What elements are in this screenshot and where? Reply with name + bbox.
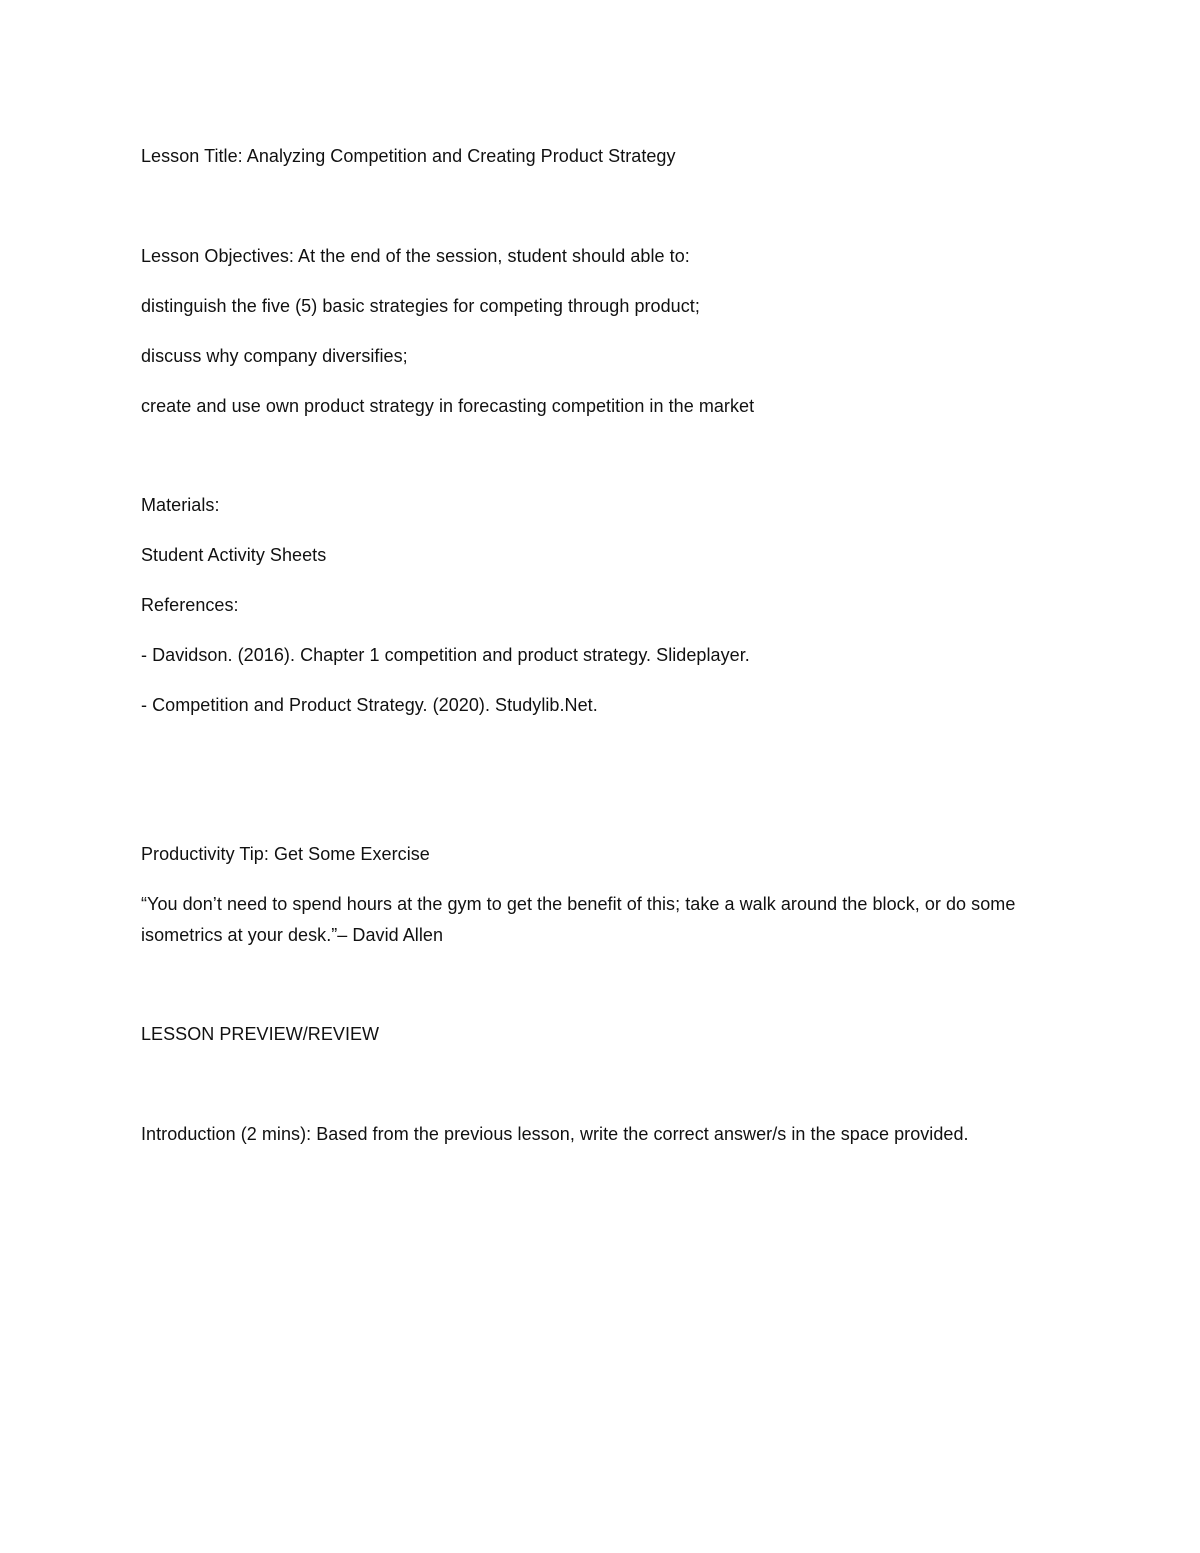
materials-value: Student Activity Sheets xyxy=(141,545,327,565)
reference-item: - Competition and Product Strategy. (2020). Studylib.Net. xyxy=(141,695,598,715)
materials-heading: Materials: xyxy=(141,495,220,515)
objective-item: discuss why company diversifies; xyxy=(141,346,408,366)
references-heading: References: xyxy=(141,595,239,615)
productivity-tip-heading: Productivity Tip: Get Some Exercise xyxy=(141,844,430,864)
section-heading: LESSON PREVIEW/REVIEW xyxy=(141,1024,380,1044)
reference-item: - Davidson. (2016). Chapter 1 competition and product strategy. Slideplayer. xyxy=(141,645,750,665)
lesson-title: Lesson Title: Analyzing Competition and Creating Product Strategy xyxy=(141,146,676,166)
objective-item: distinguish the five (5) basic strategies for competing through product; xyxy=(141,296,700,316)
productivity-tip-quote: “You don’t need to spend hours at the gym to get the benefit of this; take a walk around the block, or do some isometrics at your desk.”– David Allen xyxy=(141,894,1016,945)
objective-item: create and use own product strategy in forecasting competition in the market xyxy=(141,396,755,416)
objectives-heading: Lesson Objectives: At the end of the session, student should able to: xyxy=(141,246,690,266)
introduction-text: Introduction (2 mins): Based from the previous lesson, write the correct answer/s in the space provided. xyxy=(141,1124,969,1144)
